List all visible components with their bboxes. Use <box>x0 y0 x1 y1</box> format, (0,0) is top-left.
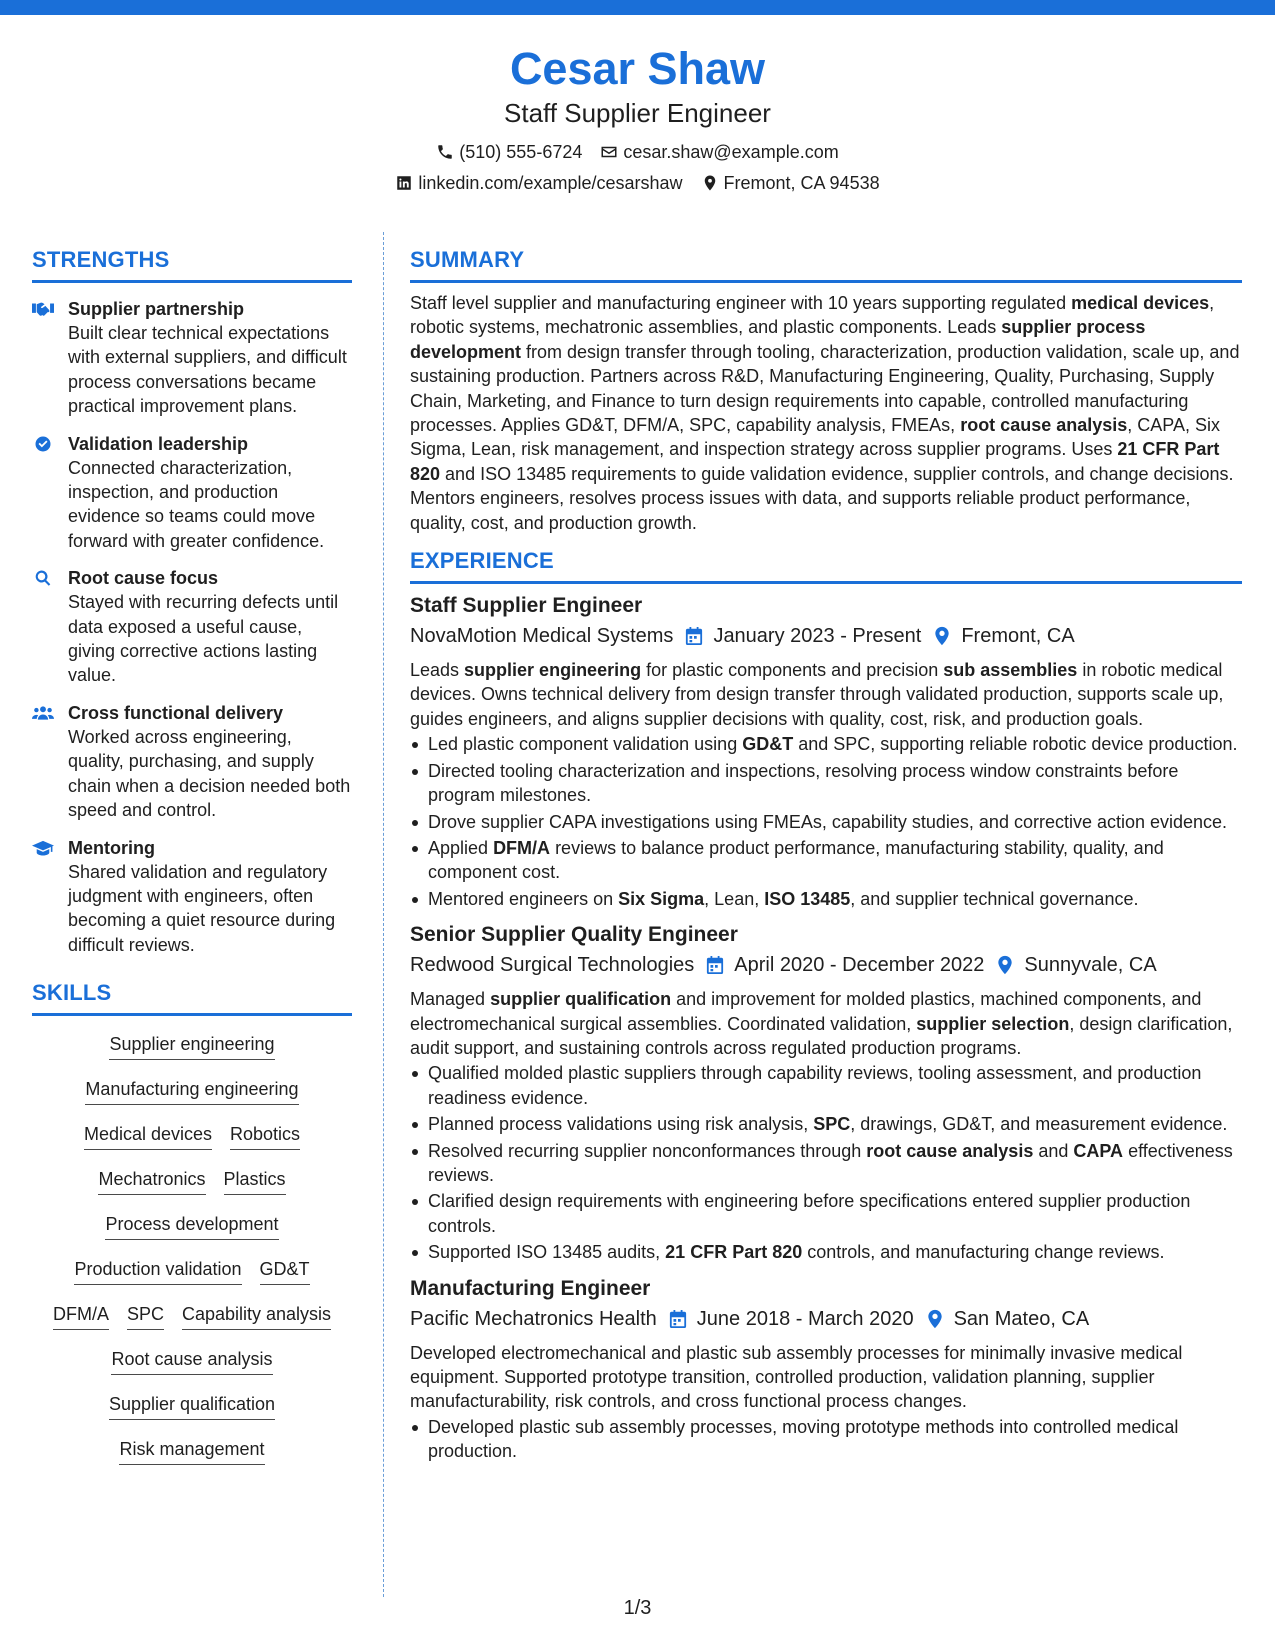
skill-row <box>32 1161 352 1206</box>
contact-row-2 <box>0 171 1275 195</box>
resume-header <box>0 40 1275 195</box>
job-bullet: Clarified design requirements with engineering before specifications entered supplier production controls. <box>410 1189 1242 1238</box>
phone-icon <box>436 143 454 161</box>
experience-heading: EXPERIENCE <box>410 547 1242 584</box>
linkedin-icon <box>395 174 413 192</box>
job-company: Redwood Surgical Technologies <box>410 954 695 977</box>
strength-item <box>32 836 352 958</box>
job-bullet: Resolved recurring supplier nonconformances through root cause analysis and CAPA effectiveness reviews. <box>410 1139 1242 1188</box>
contact-email[interactable] <box>600 140 838 164</box>
contact-linkedin[interactable] <box>395 171 682 195</box>
skill-tag: GD&T <box>260 1257 310 1285</box>
calendar-icon <box>685 626 703 646</box>
skill-tag: SPC <box>127 1302 164 1330</box>
job-bullet: Mentored engineers on Six Sigma, Lean, ISO 13485, and supplier technical governance. <box>410 887 1242 911</box>
job-meta <box>410 951 1242 979</box>
job-location-group <box>933 622 1074 650</box>
job-dates: April 2020 - December 2022 <box>734 954 985 977</box>
summary-text: Staff level supplier and manufacturing engineer with 10 years supporting regulated medical devices, robotic systems, mechatronic assemblies, and plastic components. Leads supplier process development from design transfer through tooling, characterization, production validation, scale up, and sustaining production. Partners across R&D, Manufacturing Engineering, Quality, Purchasing, Supply Chain, Marketing, and Finance to turn design requirements into capable, controlled manufacturing processes. Applies GD&T, DFM/A, SPC, capability analysis, FMEAs, root cause analysis, CAPA, Six Sigma, Lean, risk management, and inspection strategy across supplier programs. Uses 21 CFR Part 820 and ISO 13485 requirements to guide validation evidence, supplier controls, and change decisions. Mentors engineers, resolves process issues with data, and supports reliable product performance, quality, cost, and production growth. <box>410 293 1240 533</box>
bold-keyword: SPC <box>813 1114 851 1135</box>
strength-body <box>68 432 352 554</box>
skill-tag: Supplier engineering <box>109 1032 274 1060</box>
map-pin-icon <box>996 955 1014 975</box>
bold-keyword: DFM/A <box>493 837 551 858</box>
strength-desc: Worked across engineering, quality, purchasing, and supply chain when a decision needed both speed and control. <box>68 726 351 821</box>
strength-title: Cross functional delivery <box>68 702 284 723</box>
handshake-icon <box>32 297 68 419</box>
skill-row <box>32 1431 352 1476</box>
job-bullet: Directed tooling characterization and inspections, resolving process window constraints before program milestones. <box>410 759 1242 808</box>
skill-tag: DFM/A <box>53 1302 109 1330</box>
skill-tag: Capability analysis <box>182 1302 331 1330</box>
strength-body <box>68 297 352 419</box>
skill-row <box>32 1071 352 1116</box>
summary-heading: SUMMARY <box>410 246 1242 283</box>
job-bullet: Supported ISO 13485 audits, 21 CFR Part 820 controls, and manufacturing change reviews. <box>410 1240 1242 1264</box>
column-divider <box>383 232 384 1597</box>
job-location: San Mateo, CA <box>953 1307 1090 1330</box>
map-pin-icon <box>701 174 719 192</box>
strengths-heading: STRENGTHS <box>32 246 352 283</box>
skill-row <box>32 1251 352 1296</box>
skills-heading: SKILLS <box>32 979 352 1016</box>
strength-body <box>68 701 352 823</box>
bold-keyword: 21 CFR Part 820 <box>665 1242 803 1263</box>
strength-desc: Stayed with recurring defects until data exposed a useful cause, giving corrective actions lasting value. <box>68 592 339 686</box>
contact-row-1 <box>0 140 1275 164</box>
skill-row <box>32 1206 352 1251</box>
job-bullet: Planned process validations using risk analysis, SPC, drawings, GD&T, and measurement evidence. <box>410 1112 1242 1136</box>
skill-tag: Manufacturing engineering <box>85 1077 298 1105</box>
job-role: Senior Supplier Quality Engineer <box>410 923 738 947</box>
left-column <box>32 246 352 1476</box>
job-meta <box>410 622 1242 650</box>
job-meta <box>410 1305 1242 1333</box>
job-bullets <box>410 732 1242 911</box>
skill-row <box>32 1026 352 1071</box>
job-location: Fremont, CA <box>961 625 1075 648</box>
strength-desc: Connected characterization, inspection, and production evidence so teams could move forward with greater confidence. <box>68 457 325 551</box>
job-description: Managed supplier qualification and improvement for molded plastics, machined components, and electromechanical surgical assemblies. Coordinated validation, supplier selection, design clarification, audit support, and sustaining controls across regulated production programs. <box>410 989 1233 1058</box>
strength-item <box>32 566 352 688</box>
job-bullet: Developed plastic sub assembly processes, moving prototype methods into controlled medical production. <box>410 1415 1242 1464</box>
strength-item <box>32 432 352 554</box>
strength-title: Supplier partnership <box>68 299 245 319</box>
calendar-icon <box>669 1309 687 1329</box>
bold-keyword: supplier qualification <box>490 989 672 1010</box>
location-text: Fremont, CA 94538 <box>723 173 880 193</box>
skill-tag: Mechatronics <box>98 1167 205 1195</box>
bold-keyword: root cause analysis <box>866 1140 1034 1161</box>
map-pin-icon <box>933 626 951 646</box>
contact-location <box>701 171 880 195</box>
strengths-list <box>32 297 352 957</box>
users-icon <box>32 701 68 823</box>
candidate-name: Cesar Shaw <box>509 43 766 94</box>
strength-title: Validation leadership <box>68 433 249 454</box>
candidate-title: Staff Supplier Engineer <box>504 98 771 128</box>
skill-tag: Robotics <box>230 1122 300 1150</box>
bold-keyword: CAPA <box>1073 1140 1124 1161</box>
skill-row <box>32 1116 352 1161</box>
strength-title: Root cause focus <box>68 568 219 589</box>
skill-row <box>32 1296 352 1341</box>
job-entry <box>410 921 1242 1264</box>
job-dates: June 2018 - March 2020 <box>696 1307 914 1330</box>
strength-body <box>68 566 352 688</box>
job-bullets <box>410 1061 1242 1264</box>
job-description: Developed electromechanical and plastic sub assembly processes for minimally invasive medical equipment. Supported prototype transition, controlled production, validation planning, supplier manufacturability, risk controls, and cross functional process changes. <box>410 1342 1183 1412</box>
page-number: 1/3 <box>623 1597 652 1619</box>
job-bullet: Led plastic component validation using GD&T and SPC, supporting reliable robotic device production. <box>410 732 1242 756</box>
strength-desc: Shared validation and regulatory judgment with engineers, often becoming a quiet resource during difficult reviews. <box>68 861 336 955</box>
job-bullet: Qualified molded plastic suppliers through capability reviews, tooling assessment, and production readiness evidence. <box>410 1061 1242 1110</box>
bold-keyword: sub assemblies <box>943 660 1078 681</box>
job-dates-group <box>706 951 984 979</box>
skill-tag: Supplier qualification <box>109 1392 275 1420</box>
skill-tag: Production validation <box>74 1257 241 1285</box>
linkedin-text: linkedin.com/example/cesarshaw <box>418 173 683 193</box>
skill-row <box>32 1386 352 1431</box>
skill-tag: Medical devices <box>84 1122 212 1150</box>
skill-row <box>32 1341 352 1386</box>
job-dates: January 2023 - Present <box>713 625 922 648</box>
map-pin-icon <box>926 1309 944 1329</box>
check-circle-icon <box>32 432 68 554</box>
graduation-cap-icon <box>32 836 68 958</box>
bold-keyword: supplier engineering <box>464 660 642 681</box>
contact-phone[interactable] <box>436 140 582 164</box>
skill-tag: Process development <box>105 1212 278 1240</box>
job-role: Manufacturing Engineer <box>410 1276 651 1300</box>
skill-tag: Root cause analysis <box>111 1347 272 1375</box>
bold-keyword: root cause analysis <box>960 415 1128 436</box>
skill-tag: Plastics <box>224 1167 286 1195</box>
strength-title: Mentoring <box>68 837 155 858</box>
job-dates-group <box>685 622 921 650</box>
job-dates-group <box>669 1305 914 1333</box>
calendar-icon <box>706 955 724 975</box>
bold-keyword: GD&T <box>742 734 794 755</box>
job-location-group <box>996 951 1156 979</box>
bold-keyword: medical devices <box>1071 293 1210 313</box>
bold-keyword: supplier process development <box>410 317 1146 362</box>
job-bullet: Drove supplier CAPA investigations using FMEAs, capability studies, and corrective action evidence. <box>410 810 1242 834</box>
strength-item <box>32 297 352 419</box>
bold-keyword: ISO 13485 <box>764 888 851 909</box>
skills-list <box>32 1026 352 1476</box>
job-role: Staff Supplier Engineer <box>410 594 643 618</box>
strength-item <box>32 701 352 823</box>
strength-desc: Built clear technical expectations with external suppliers, and difficult process conversations became practical improvement plans. <box>68 323 347 417</box>
right-column <box>410 246 1242 1466</box>
job-location-group <box>926 1305 1090 1333</box>
job-bullets <box>410 1415 1242 1464</box>
job-company: NovaMotion Medical Systems <box>410 625 674 648</box>
job-description: Leads supplier engineering for plastic components and precision sub assemblies in robotic medical devices. Owns technical delivery from design transfer through validated production, supports scale up, guides engineers, and aligns supplier decisions with quality, cost, risk, and production goals. <box>410 660 1224 729</box>
phone-text: (510) 555-6724 <box>459 142 583 162</box>
job-entry <box>410 1275 1242 1464</box>
strength-body <box>68 836 352 958</box>
job-location: Sunnyvale, CA <box>1024 954 1157 977</box>
bold-keyword: Six Sigma <box>618 888 705 909</box>
bold-keyword: supplier selection <box>916 1013 1070 1034</box>
bold-keyword: 21 CFR Part 820 <box>410 439 1220 484</box>
jobs-list <box>410 592 1242 1464</box>
envelope-icon <box>600 143 618 161</box>
experience-section <box>410 547 1242 1464</box>
job-company: Pacific Mechatronics Health <box>410 1307 657 1330</box>
job-entry <box>410 592 1242 911</box>
email-text: cesar.shaw@example.com <box>623 142 839 162</box>
skill-tag: Risk management <box>119 1437 264 1465</box>
top-accent-bar <box>0 0 1275 15</box>
search-icon <box>32 566 68 688</box>
job-bullet: Applied DFM/A reviews to balance product performance, manufacturing stability, quality, and component cost. <box>410 836 1242 885</box>
